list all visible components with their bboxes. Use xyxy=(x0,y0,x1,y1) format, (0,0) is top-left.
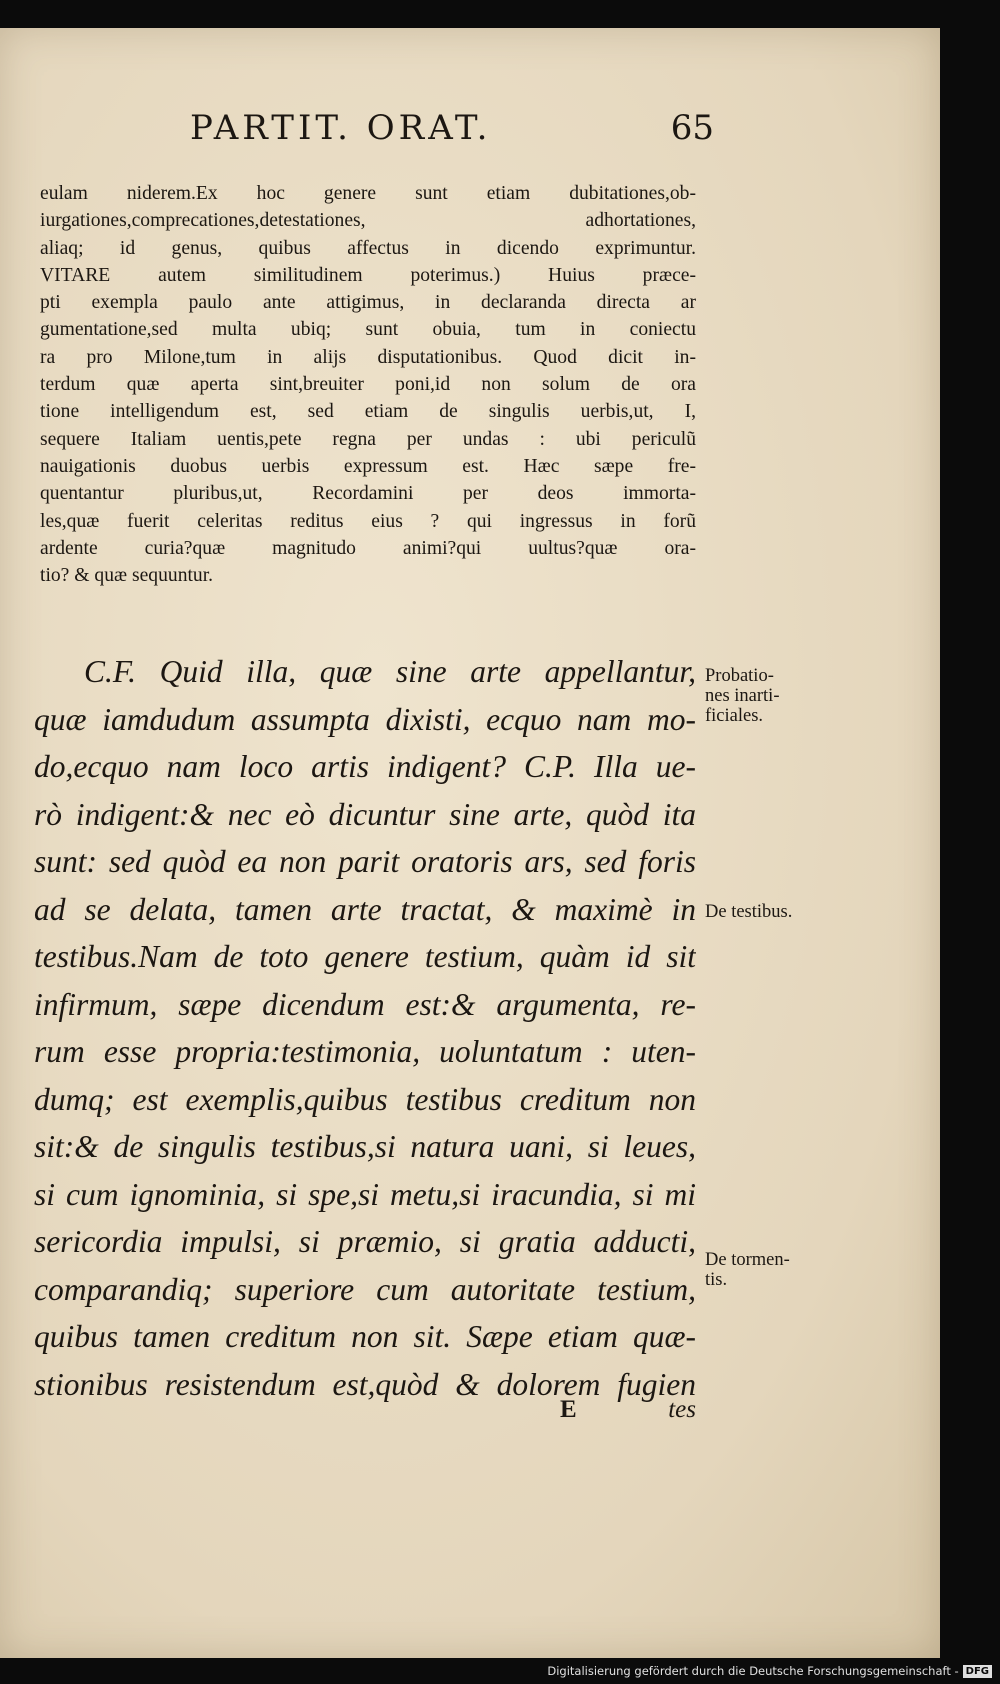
marginal-note-line: tis. xyxy=(705,1270,728,1290)
main-text-line: do,ecquo nam loco artis indigent? C.P. Illa ue- xyxy=(34,749,696,784)
dfg-logo-icon: DFG xyxy=(963,1665,992,1678)
commentary-line: iurgationes,comprecationes,detestationes, adhortationes, xyxy=(40,210,696,232)
commentary-line: les,quæ fuerit celeritas reditus eius ? qui ingressus in forũ xyxy=(40,510,696,532)
commentary-line: aliaq; id genus, quibus affectus in dicendo exprimuntur. xyxy=(40,237,696,259)
footer-credit xyxy=(547,1664,992,1678)
main-text-line: comparandiq; superiore cum autoritate testium, xyxy=(34,1271,696,1307)
commentary-line: tio? & quæ sequuntur. xyxy=(40,565,214,587)
commentary-line: terdum quæ aperta sint,breuiter poni,id non solum de ora xyxy=(40,374,696,396)
main-text-line: sunt: sed quòd ea non parit oratoris ars, sed foris xyxy=(34,844,696,879)
footer-credit-text: Digitalisierung gefördert durch die Deutsche Forschungsgemeinschaft - xyxy=(547,1664,959,1678)
book-page xyxy=(0,28,940,1658)
catchword: tes xyxy=(668,1396,696,1423)
commentary-line: pti exempla paulo ante attigimus, in declaranda directa ar xyxy=(40,292,696,314)
commentary-line: nauigationis duobus uerbis expressum est. Hæc sæpe fre- xyxy=(40,455,696,477)
main-text-line: rum esse propria:testimonia, uoluntatum : uten- xyxy=(34,1034,696,1069)
main-text-line: quæ iamdudum assumpta dixisti, ecquo nam mo- xyxy=(34,701,696,737)
marginal-note-testibus xyxy=(705,902,855,922)
marginal-note-line: Probatio- xyxy=(705,666,774,686)
commentary-line: tione intelligendum est, sed etiam de singulis uerbis,ut, I, xyxy=(40,401,696,423)
main-text-line: rò indigent:& nec eò dicuntur sine arte, quòd ita xyxy=(34,796,696,832)
commentary-line: quentantur pluribus,ut, Recordamini per deos immorta- xyxy=(40,483,696,505)
commentary-line: sequere Italiam uentis,pete regna per undas : ubi periculũ xyxy=(40,428,696,450)
marginal-note-tormentis xyxy=(705,1250,855,1290)
main-text-line: stionibus resistendum est,quòd & dolorem fugien xyxy=(34,1366,696,1402)
signature-mark: E xyxy=(560,1396,577,1423)
running-title: PARTIT. ORAT. xyxy=(190,108,492,148)
main-text-line: sit:& de singulis testibus,si natura uani, si leues, xyxy=(34,1129,696,1164)
main-text-line: si cum ignominia, si spe,si metu,si iracundia, si mi xyxy=(34,1176,696,1212)
commentary-line: eulam niderem.Ex hoc genere sunt etiam dubitationes,ob- xyxy=(40,183,696,204)
main-text-block xyxy=(34,648,696,1408)
main-text-line: sericordia impulsi, si præmio, si gratia adducti, xyxy=(34,1224,696,1259)
marginal-note-line: ficiales. xyxy=(705,706,764,726)
main-text-line: quibus tamen creditum non sit. Sæpe etiam quæ- xyxy=(34,1319,696,1354)
marginal-note-line: De testibus. xyxy=(705,902,793,922)
page-foot xyxy=(40,1396,700,1436)
main-text-line: C.F. Quid illa, quæ sine arte appellantur, xyxy=(84,654,696,689)
main-text-line: testibus.Nam de toto genere testium, quàm id sit xyxy=(34,939,696,974)
commentary-line: VITARE autem similitudinem poterimus.) Huius præce- xyxy=(40,264,696,286)
marginal-note-line: nes inarti- xyxy=(705,686,780,706)
commentary-line: ardente curia?quæ magnitudo animi?qui uultus?quæ ora- xyxy=(40,537,696,559)
page-number: 65 xyxy=(670,108,714,148)
commentary-block xyxy=(40,180,696,589)
main-text-line: dumq; est exemplis,quibus testibus creditum non xyxy=(34,1081,696,1117)
marginal-note-line: De tormen- xyxy=(705,1250,790,1270)
marginal-note-probationes xyxy=(705,666,855,726)
page-header xyxy=(190,108,714,152)
footer-bar xyxy=(0,1658,1000,1684)
main-text-line: ad se delata, tamen arte tractat, & maximè in xyxy=(34,891,696,927)
commentary-line: gumentatione,sed multa ubiq; sunt obuia, tum in coniectu xyxy=(40,319,696,341)
main-text-line: infirmum, sæpe dicendum est:& argumenta, re- xyxy=(34,986,696,1022)
commentary-line: ra pro Milone,tum in alijs disputationibus. Quod dicit in- xyxy=(40,346,696,368)
